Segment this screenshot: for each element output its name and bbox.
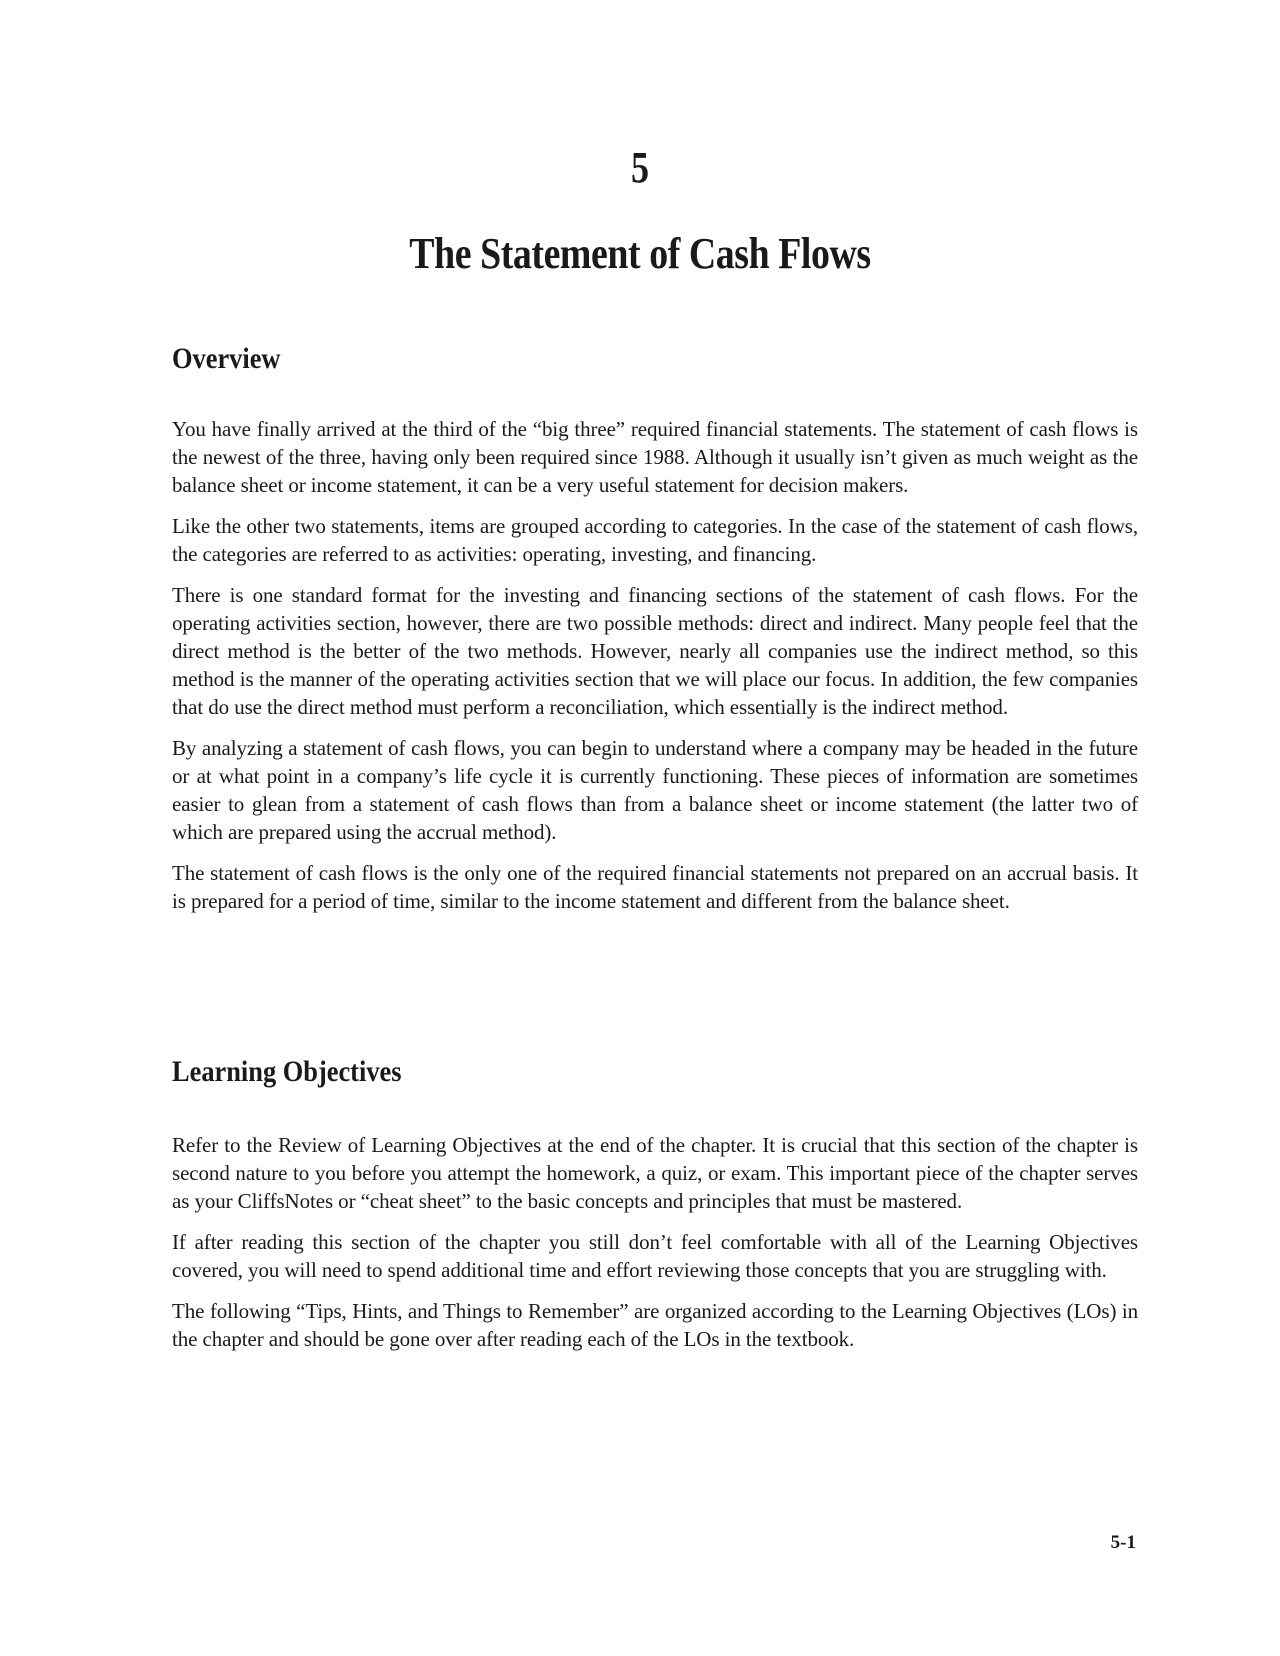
overview-paragraph: There is one standard format for the investing and financing sections of the statement of cash flows. For the operating activities section, however, there are two possible methods: direct and indirect. Many people feel that the direct method is the better of the two methods. However, nearly all companies use the indirect method, so this method is the manner of the operating activities section that we will place our focus. In addition, the few companies that do use the direct method must perform a reconciliation, which essentially is the indirect method. xyxy=(172,583,1138,719)
chapter-number: 5 xyxy=(630,143,650,192)
overview-paragraph: You have finally arrived at the third of the “big three” required financial statements. The statement of cash flows is the newest of the three, having only been required since 1988. Although it usually isn’t given as much weight as the balance sheet or income statement, it can be a very useful statement for decision makers. xyxy=(172,417,1138,497)
overview-body xyxy=(172,415,1138,928)
chapter-title: The Statement of Cash Flows xyxy=(409,229,871,278)
overview-heading: Overview xyxy=(172,342,281,375)
learning-objectives-heading: Learning Objectives xyxy=(172,1055,402,1088)
page-number: 5-1 xyxy=(1110,1532,1136,1553)
learning-objectives-paragraph: Refer to the Review of Learning Objectives at the end of the chapter. It is crucial that this section of the chapter is second nature to you before you attempt the homework, a quiz, or exam. This important piece of the chapter serves as your CliffsNotes or “cheat sheet” to the basic concepts and principles that must be mastered. xyxy=(172,1133,1138,1213)
overview-paragraph: By analyzing a statement of cash flows, you can begin to understand where a company may be headed in the future or at what point in a company’s life cycle it is currently functioning. These pieces of information are sometimes easier to glean from a statement of cash flows than from a balance sheet or income statement (the latter two of which are prepared using the accrual method). xyxy=(172,736,1138,844)
overview-paragraph: The statement of cash flows is the only one of the required financial statements not prepared on an accrual basis. It is prepared for a period of time, similar to the income statement and different from the balance sheet. xyxy=(172,861,1138,913)
learning-objectives-paragraph: If after reading this section of the chapter you still don’t feel comfortable with all of the Learning Objectives covered, you will need to spend additional time and effort reviewing those concepts that you are struggling with. xyxy=(172,1230,1138,1282)
overview-paragraph: Like the other two statements, items are grouped according to categories. In the case of the statement of cash flows, the categories are referred to as activities: operating, investing, and financing. xyxy=(172,514,1138,566)
learning-objectives-body xyxy=(172,1131,1138,1366)
learning-objectives-paragraph: The following “Tips, Hints, and Things to Remember” are organized according to the Learning Objectives (LOs) in the chapter and should be gone over after reading each of the LOs in the textbook. xyxy=(172,1299,1138,1351)
